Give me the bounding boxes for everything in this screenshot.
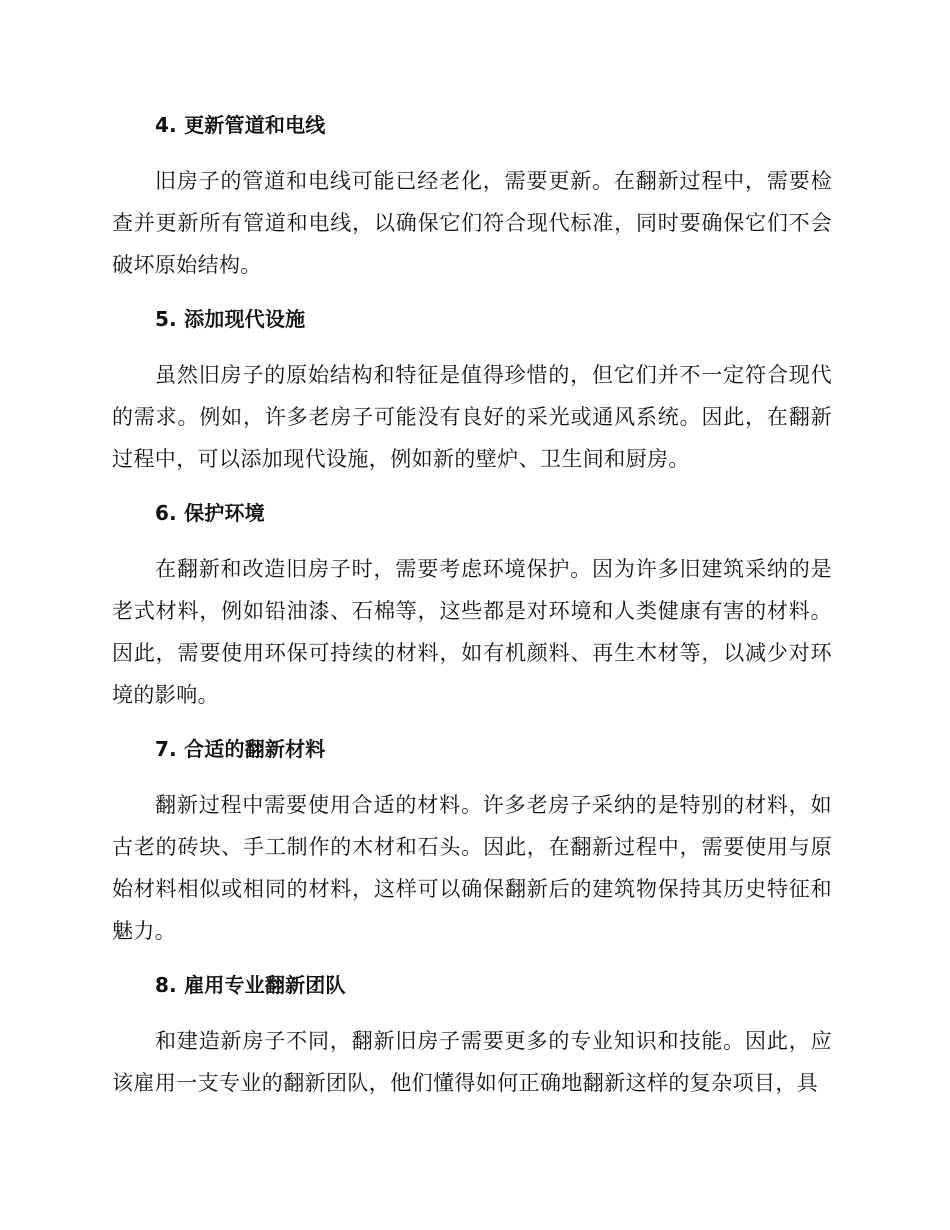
section-7 <box>112 732 832 952</box>
document-page <box>112 108 832 1120</box>
section-paragraph: 和建造新房子不同，翻新旧房子需要更多的专业知识和技能。因此，应该雇用一支专业的翻新团队，他们懂得如何正确地翻新这样的复杂项目，具 <box>112 1029 832 1095</box>
section-paragraph: 在翻新和改造旧房子时，需要考虑环境保护。因为许多旧建筑采纳的是老式材料，例如铅油漆、石棉等，这些都是对环境和人类健康有害的材料。因此，需要使用环保可持续的材料，如有机颜料、再生木材等，以减少对环境的影响。 <box>112 557 832 707</box>
section-paragraph: 旧房子的管道和电线可能已经老化，需要更新。在翻新过程中，需要检查并更新所有管道和电线，以确保它们符合现代标准，同时要确保它们不会破坏原始结构。 <box>112 169 832 277</box>
section-8 <box>112 968 832 1104</box>
section-heading: 7. 合适的翻新材料 <box>155 737 326 761</box>
section-paragraph: 翻新过程中需要使用合适的材料。许多老房子采纳的是特别的材料，如古老的砖块、手工制作的木材和石头。因此，在翻新过程中，需要使用与原始材料相似或相同的材料，这样可以确保翻新后的建筑物保持其历史特征和魅力。 <box>112 793 832 943</box>
section-heading: 4. 更新管道和电线 <box>155 113 326 137</box>
section-paragraph: 虽然旧房子的原始结构和特征是值得珍惜的，但它们并不一定符合现代的需求。例如，许多老房子可能没有良好的采光或通风系统。因此，在翻新过程中，可以添加现代设施，例如新的壁炉、卫生间和厨房。 <box>112 363 832 471</box>
section-heading: 8. 雇用专业翻新团队 <box>155 973 346 997</box>
section-heading: 5. 添加现代设施 <box>155 307 306 331</box>
section-5 <box>112 302 832 480</box>
section-heading: 6. 保护环境 <box>155 501 265 525</box>
section-4 <box>112 108 832 286</box>
section-6 <box>112 496 832 716</box>
